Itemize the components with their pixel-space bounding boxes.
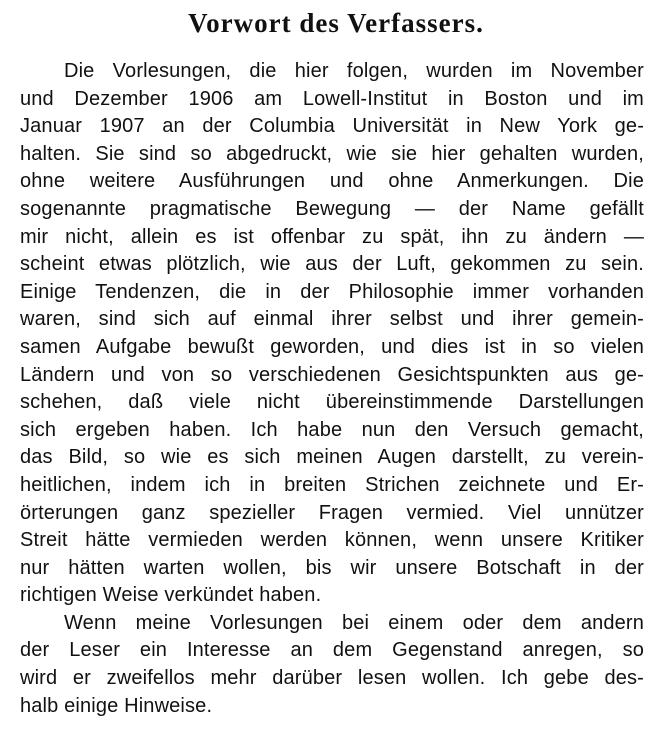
text-line: Januar 1907 an der Columbia Universität in New York ge- (20, 115, 644, 138)
text-line: sogenannte pragmatische Bewegung — der Name gefällt (20, 197, 644, 220)
text-line: örterungen ganz spezieller Fragen vermied. Viel unnützer (20, 501, 644, 524)
text-line: der Leser ein Interesse an dem Gegenstand anregen, so (20, 639, 644, 662)
text-line: wird er zweifellos mehr darüber lesen wollen. Ich gebe des- (20, 667, 644, 690)
text-line: richtigen Weise verkündet haben. (20, 584, 322, 607)
text-line: Streit hätte vermieden werden können, wenn unsere Kritiker (20, 529, 644, 552)
text-line: Wenn meine Vorlesungen bei einem oder dem andern (64, 611, 644, 634)
page-title: Vorwort des Verfassers. (188, 8, 484, 38)
text-line: ohne weitere Ausführungen und ohne Anmerkungen. Die (20, 170, 644, 193)
paragraph-1 (20, 58, 644, 610)
text-line: mir nicht, allein es ist offenbar zu spät, ihn zu ändern — (20, 225, 644, 248)
text-line: halten. Sie sind so abgedruckt, wie sie hier gehalten wurden, (20, 142, 644, 165)
text-line: Ländern und von so verschiedenen Gesichtspunkten aus ge- (20, 363, 644, 386)
text-line: waren, sind sich auf einmal ihrer selbst und ihrer gemein- (20, 308, 644, 331)
text-line: scheint etwas plötzlich, wie aus der Luft, gekommen zu sein. (20, 253, 644, 276)
text-line: nur hätten warten wollen, bis wir unsere Botschaft in der (20, 556, 644, 579)
text-line: schehen, daß viele nicht übereinstimmende Darstellungen (20, 391, 644, 414)
document-page (20, 6, 644, 720)
paragraph-2 (20, 610, 644, 720)
text-line: das Bild, so wie es sich meinen Augen darstellt, zu verein- (20, 446, 644, 469)
text-line: Die Vorlesungen, die hier folgen, wurden im November (64, 60, 644, 82)
text-line: heitlichen, indem ich in breiten Strichen zeichnete und Er- (20, 473, 644, 496)
text-line: halb einige Hinweise. (20, 694, 213, 717)
text-line: und Dezember 1906 am Lowell-Institut in Boston und im (20, 87, 644, 110)
text-line: sich ergeben haben. Ich habe nun den Versuch gemacht, (20, 418, 644, 441)
text-line: Einige Tendenzen, die in der Philosophie immer vorhanden (20, 280, 644, 303)
text-line: samen Aufgabe bewußt geworden, und dies ist in so vielen (20, 335, 644, 358)
